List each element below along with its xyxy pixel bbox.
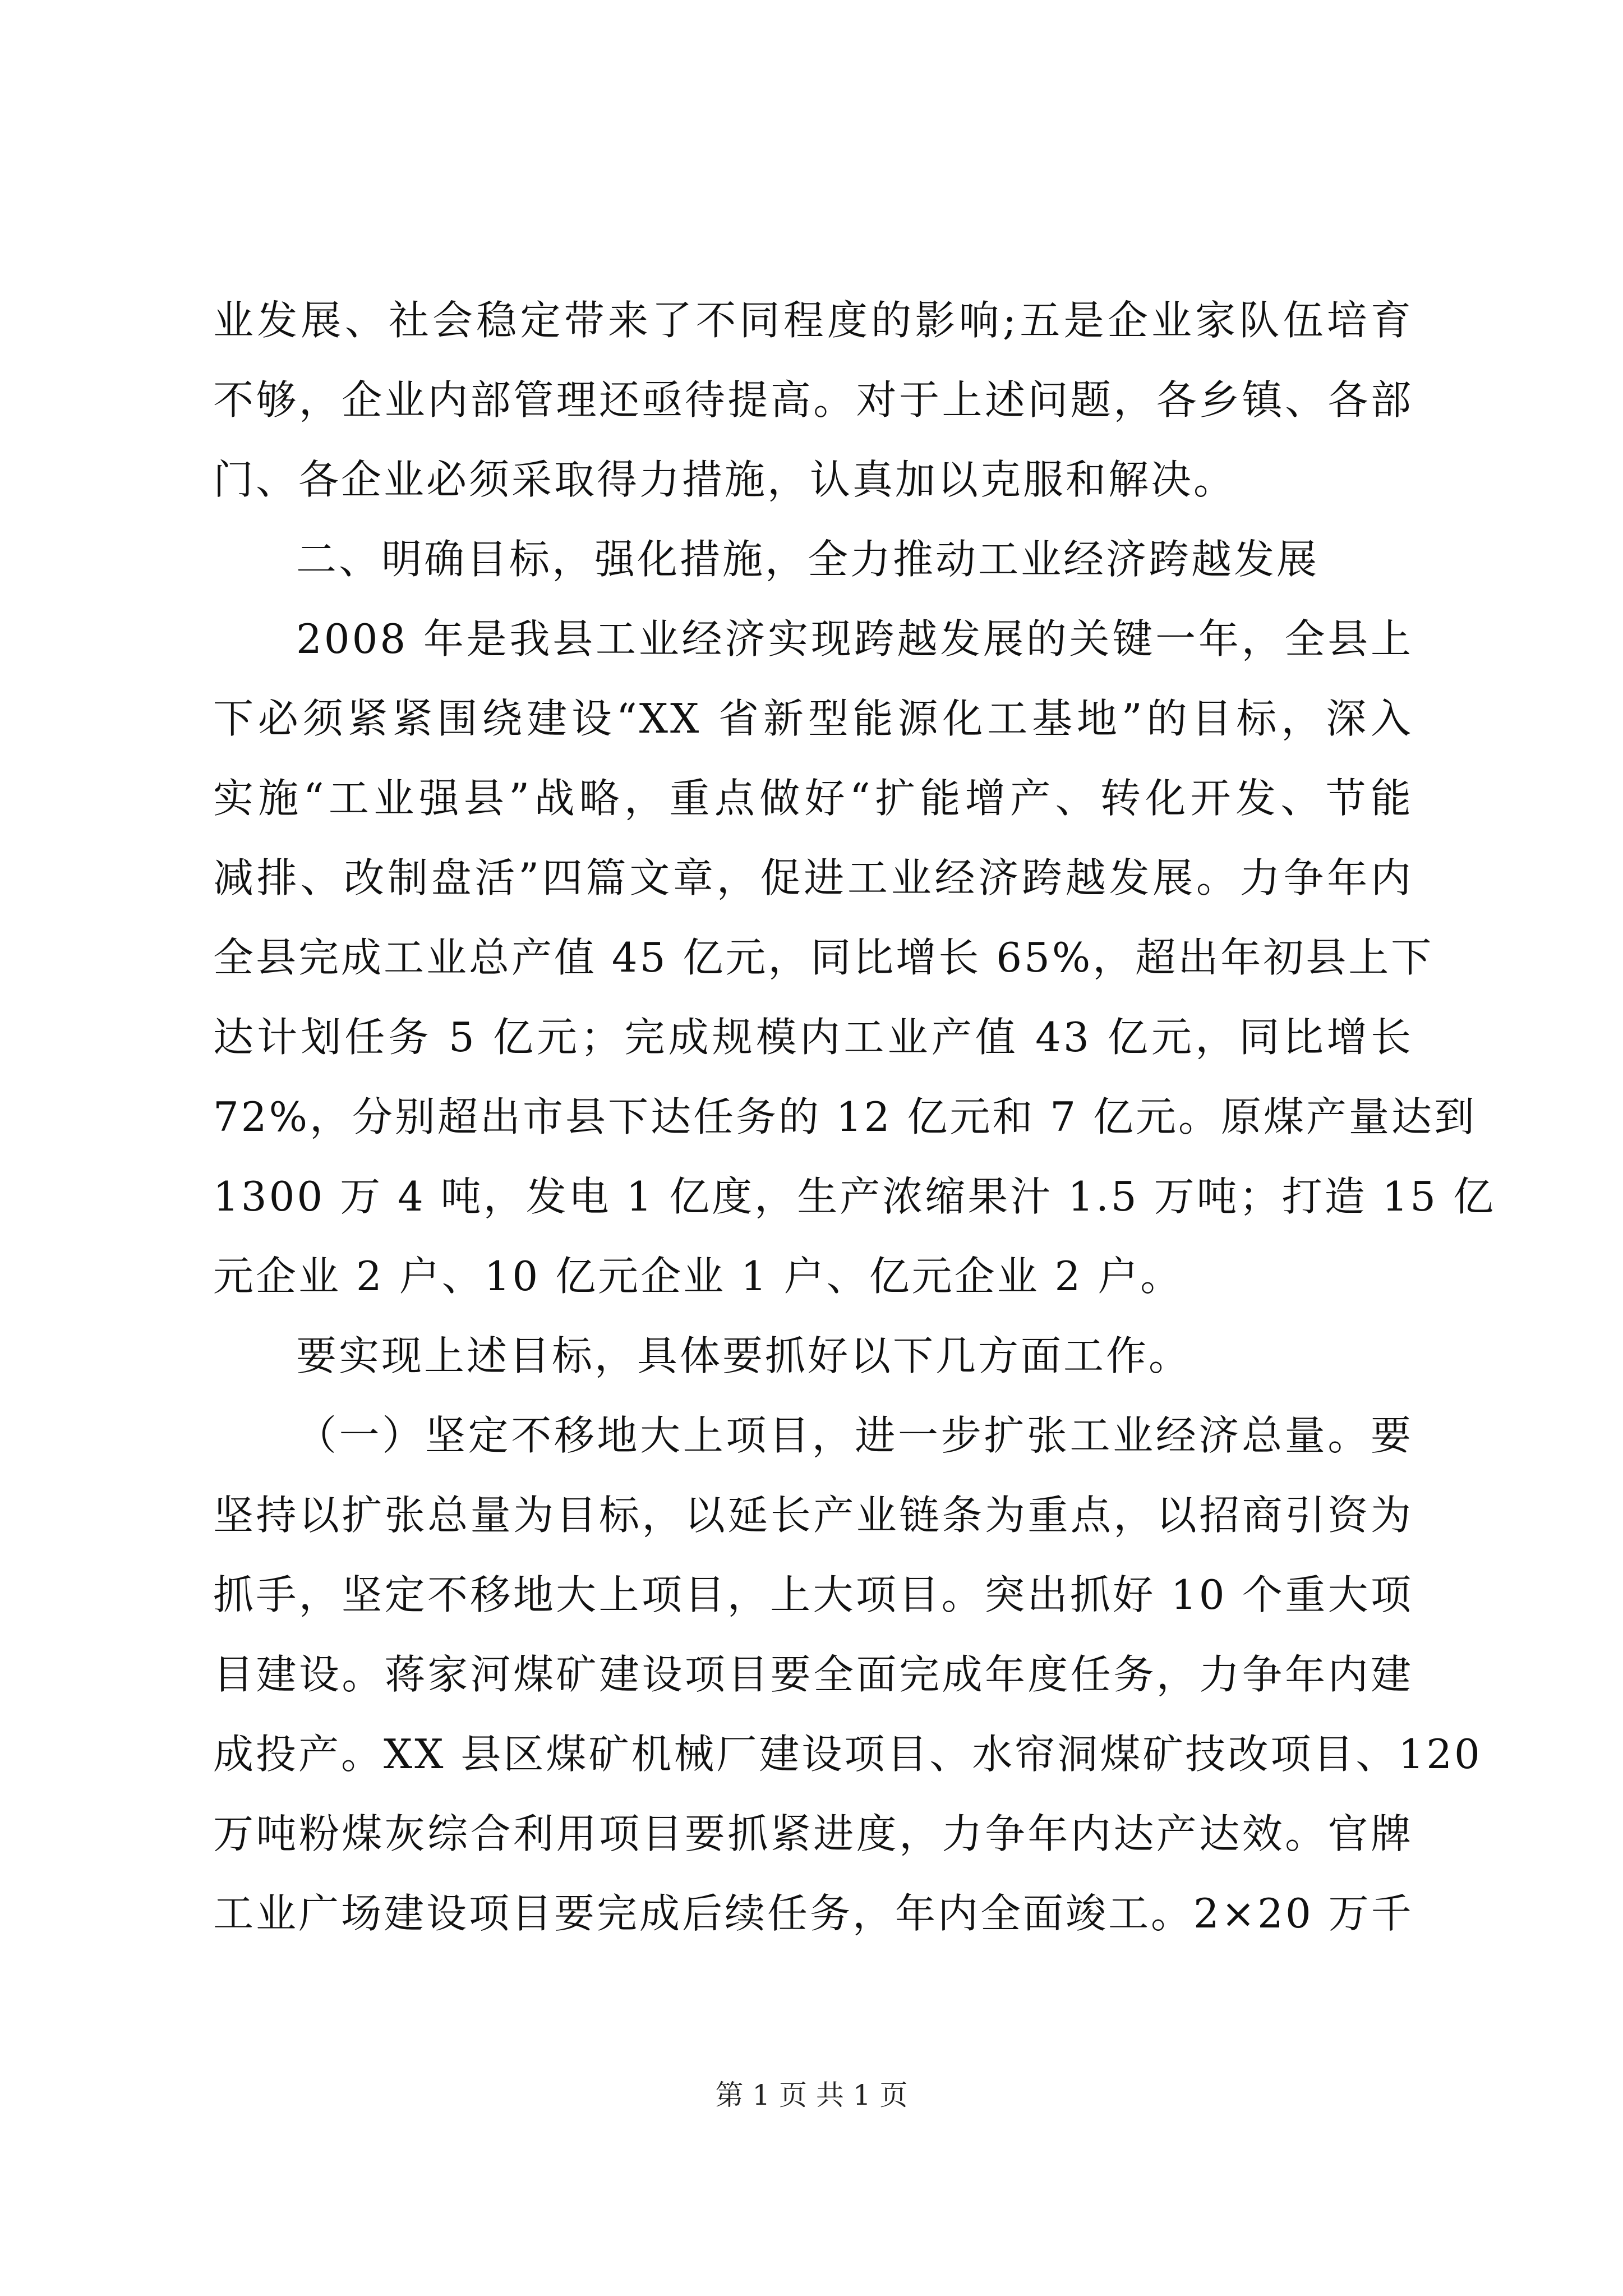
text-line: 实施“工业强县”战略，重点做好“扩能增产、转化开发、节能	[213, 775, 1413, 822]
text-line: 抓手，坚定不移地大上项目，上大项目。突出抓好 10 个重大项	[213, 1571, 1413, 1618]
text-line: 不够，企业内部管理还亟待提高。对于上述问题，各乡镇、各部	[213, 376, 1413, 424]
document-body	[213, 280, 1496, 1953]
text-line: 坚持以扩张总量为目标，以延长产业链条为重点，以招商引资为	[213, 1492, 1413, 1539]
text-line: 业发展、社会稳定带来了不同程度的影响;五是企业家队伍培育	[213, 297, 1413, 344]
text-line: 全县完成工业总产值 45 亿元，同比增长 65%，超出年初县上下	[213, 934, 1434, 981]
text-line: 成投产。XX 县区煤矿机械厂建设项目、水帘洞煤矿技改项目、120	[213, 1731, 1482, 1778]
text-line: 2008 年是我县工业经济实现跨越发展的关键一年，全县上	[296, 615, 1413, 662]
page-footer: 第 1 页 共 1 页	[715, 2079, 908, 2111]
text-line: 元企业 2 户、10 亿元企业 1 户、亿元企业 2 户。	[213, 1253, 1183, 1300]
text-line: 72%，分别超出市县下达任务的 12 亿元和 7 亿元。原煤产量达到	[213, 1093, 1477, 1140]
text-line: 门、各企业必须采取得力措施，认真加以克服和解决。	[213, 456, 1237, 503]
text-line: 目建设。蒋家河煤矿建设项目要全面完成年度任务，力争年内建	[213, 1651, 1413, 1698]
text-line: 下必须紧紧围绕建设“XX 省新型能源化工基地”的目标，深入	[213, 695, 1413, 742]
subsection-heading: （一）坚定不移地大上项目，进一步扩张工业经济总量。要	[296, 1412, 1413, 1459]
text-line: 工业广场建设项目要完成后续任务，年内全面竣工。2×20 万千	[213, 1890, 1414, 1937]
text-line: 减排、改制盘活”四篇文章，促进工业经济跨越发展。力争年内	[213, 854, 1413, 901]
text-line: 要实现上述目标，具体要抓好以下几方面工作。	[296, 1332, 1192, 1379]
text-line: 达计划任务 5 亿元；完成规模内工业产值 43 亿元，同比增长	[213, 1014, 1413, 1061]
text-line: 万吨粉煤灰综合利用项目要抓紧进度，力争年内达产达效。官牌	[213, 1810, 1413, 1857]
text-line: 1300 万 4 吨，发电 1 亿度，生产浓缩果汁 1.5 万吨；打造 15 亿	[213, 1173, 1496, 1220]
section-heading: 二、明确目标，强化措施，全力推动工业经济跨越发展	[296, 536, 1320, 583]
